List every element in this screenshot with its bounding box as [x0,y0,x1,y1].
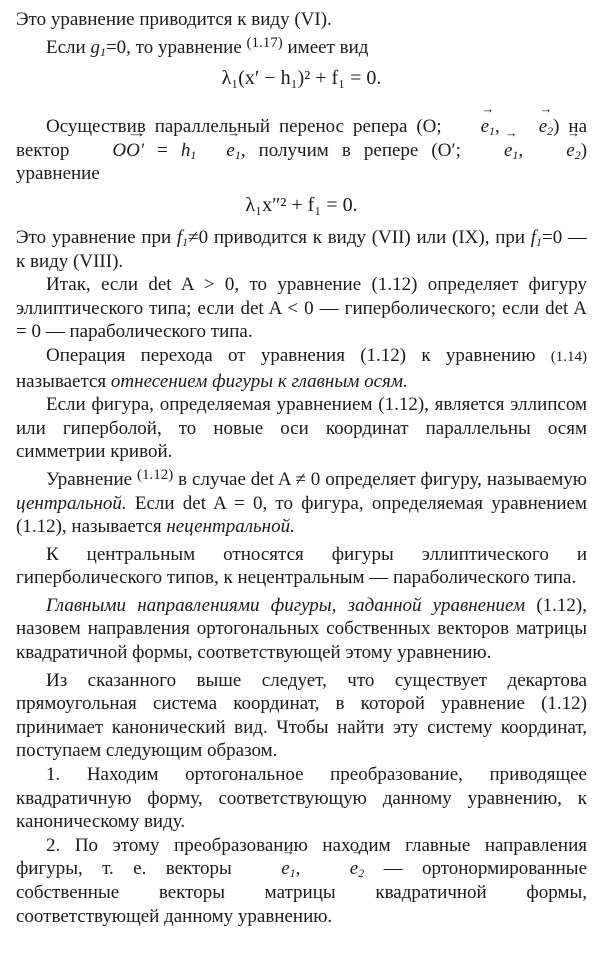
paragraph-5: Итак, если det A > 0, то уравнение (1.12) определяет фигуру эллиптического типа; если det A < 0 — гиперболического; если det A = 0 — параболического типа. [16,274,587,343]
paragraph-1 [16,8,587,32]
math-g1: $g_1$ [90,36,106,59]
equation-1: λ₁(x′ − h₁)² + f₁ = 0. [221,67,382,90]
paragraph-9: К центральным относятся фигуры эллиптического и гиперболического типов, к нецентральным — параболического типа. [16,543,587,589]
paragraph-7: Если фигура, определяемая уравнением (1.12), является эллипсом или гиперболой, то новые оси координат параллельны осям симметрии кривой. [16,394,587,463]
paragraph-13: 2. По этому преобразованию находим главные направления фигуры, т. е. векторы → $e_1$, → $e_2$ — ортонормированные собственные векторы матрицы квадратичной формы, соответствующей данному уравнению. [16,834,587,928]
paragraph-10: Главными направлениями фигуры, заданной уравнением (1.12), назовем направления ортогональных собственных векторов матрицы квадратичной формы, соответствующей этому уравнению. [16,594,587,664]
paragraph-2: Если $g_1=0$, то уравнение $^{(1.17)}$ имеет вид [46,34,369,59]
vector-e1: → $e_1$ [451,115,495,139]
vector-e2: → $e_2$ [509,115,553,139]
vector-oo-prime: → OO′ [82,139,144,163]
paragraph-11: Из сказанного выше следует, что существует декартова прямоугольная система координат, в которой уравнение (1.12) принимает канонический вид. Чтобы найти эту систему координат, поступаем следующим образом. [16,669,587,762]
paragraph-6: Операция перехода от уравнения (1.12) к уравнению (1.14) называется отнесением фигуры к главным осям. [16,344,587,392]
paragraph-3: Осуществив параллельный перенос репера (O; → $e_1$, → $e_2$) на вектор → $OO' = h_1\to e_1$, получим в репере (O′; → $e_1$, → $e_2$) уравнение [16,115,587,186]
paragraph-8: Уравнение $^{(1.12)}$ в случае det A ≠ 0 определяет фигуру, называемую центральной. Если det A = 0, то фигура, определяемая уравнением (1.12), называется нецентральной. [16,466,588,538]
paragraph-12: 1. Находим ортогональное преобразование, приводящее квадратичную форму, соответствующую данному уравнению, к каноническому виду. [16,764,587,833]
paragraph-4: Это уравнение при $f_1\ne 0$ приводится к виду (VII) или (IX), при $f_1=0$ — к виду (VIII). [16,226,587,272]
equation-2: λ₁x″² + f₁ = 0. [245,193,358,216]
equation-ref: (1.17) [246,34,283,51]
text-line-1: Это уравнение приводится к виду (VI). [16,9,332,30]
